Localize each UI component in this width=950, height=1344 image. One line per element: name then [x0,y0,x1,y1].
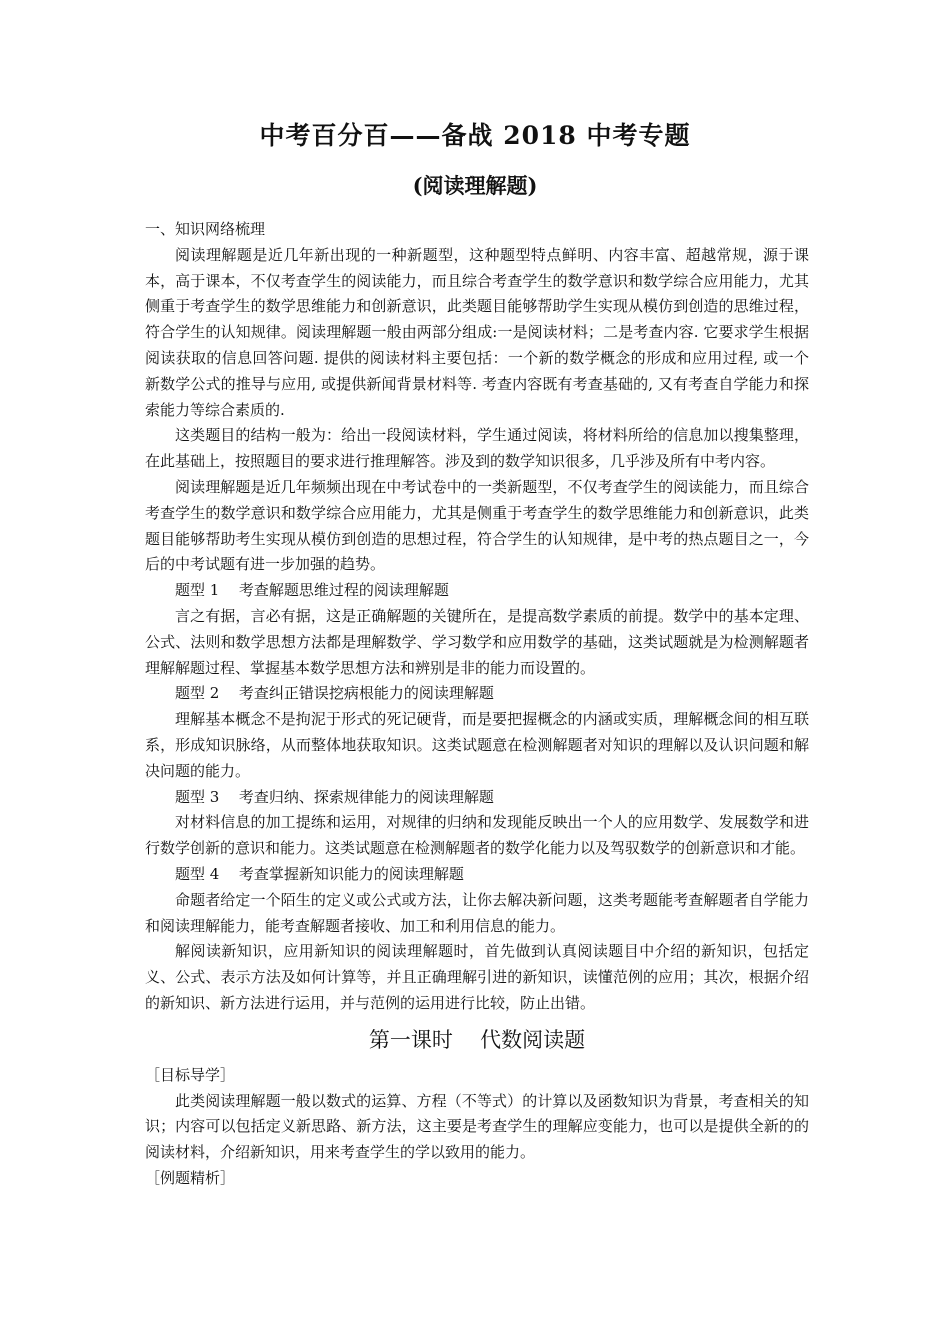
type-heading [145,862,809,888]
type-heading [145,578,809,604]
type-label: 题型 4 [175,864,220,883]
type-title: 考查掌握新知识能力的阅读理解题 [238,864,464,883]
type-title: 考查解题思维过程的阅读理解题 [238,581,449,600]
lesson-title [145,1023,809,1057]
paragraph: 阅读理解题是近几年新出现的一种新题型，这种题型特点鲜明、内容丰富、超越常规，源于课本，高于课本，不仅考查学生的阅读能力，而且综合考查学生的数学意识和数学综合应用能力，尤其侧重于考查学生的数学思维能力和创新意识，此类题目能够帮助学生实现从模仿到创造的思维过程，符合学生的认知规律。阅读理解题一般由两部分组成:一是阅读材料；二是考查内容. 它要求学生根据阅读获取的信息回答问题. 提供的阅读材料主要包括：一个新的数学概念的形成和应用过程, 或一个新数学公式的推导与应用, 或提供新闻背景材料等. 考查内容既有考查基础的, 又有考查自学能力和探索能力等综合素质的. [145,245,809,419]
document-title: 中考百分百——备战 2018 中考专题 [259,121,691,150]
type-heading [145,785,809,811]
document-body [145,217,809,1192]
type-title: 考查纠正错误挖病根能力的阅读理解题 [238,684,494,703]
type-text: 对材料信息的加工提练和运用，对规律的归纳和发现能反映出一个人的应用数学、发展数学和进行数学创新的意识和能力。这类试题意在检测解题者的数学化能力以及驾驭数学的创新意识和才能。 [145,813,809,858]
type-label: 题型 2 [175,684,220,703]
type-heading [145,681,809,707]
paragraph: 这类题目的结构一般为：给出一段阅读材料，学生通过阅读，将材料所给的信息加以搜集整理，在此基础上，按照题目的要求进行推理解答。涉及到的数学知识很多，几乎涉及所有中考内容。 [145,426,809,471]
paragraph: 阅读理解题是近几年频频出现在中考试卷中的一类新题型，不仅考查学生的阅读能力，而且综合考查学生的数学意识和数学综合应用能力，尤其是侧重于考查学生的数学思维能力和创新意识，此类题目能够帮助考生实现从模仿到创造的思想过程，符合学生的认知规律，是中考的热点题目之一，今后的中考试题有进一步加强的趋势。 [145,477,809,574]
closing-paragraph: 解阅读新知识，应用新知识的阅读理解题时，首先做到认真阅读题目中介绍的新知识，包括定义、公式、表示方法及如何计算等，并且正确理解引进的新知识，读懂范例的应用；其次，根据介绍的新知识、新方法进行运用，并与范例的运用进行比较，防止出错。 [145,942,809,1012]
goal-text: 此类阅读理解题一般以数式的运算、方程（不等式）的计算以及函数知识为背景，考查相关的知识；内容可以包括定义新思路、新方法，这主要是考查学生的理解应变能力，也可以是提供全新的的阅读材料，介绍新知识，用来考查学生的学以致用的能力。 [145,1091,809,1162]
goal-heading: ［目标导学］ [145,1065,236,1084]
document-subtitle: (阅读理解题) [412,173,538,198]
lesson-title-part: 代数阅读题 [480,1027,586,1052]
type-label: 题型 3 [175,787,220,806]
type-title: 考查归纳、探索规律能力的阅读理解题 [238,787,494,806]
section-heading: 一、知识网络梳理 [145,220,266,238]
type-label: 题型 1 [175,581,220,600]
type-text: 言之有据，言必有据，这是正确解题的关键所在，是提高数学素质的前提。数学中的基本定理、公式、法则和数学思想方法都是理解数学、学习数学和应用数学的基础，这类试题就是为检测解题者理解解题过程、掌握基本数学思想方法和辨别是非的能力而设置的。 [145,606,809,677]
type-text: 命题者给定一个陌生的定义或公式或方法，让你去解决新问题，这类考题能考查解题者自学能力和阅读理解能力，能考查解题者接收、加工和利用信息的能力。 [145,890,809,935]
example-heading: ［例题精析］ [145,1168,236,1187]
type-text: 理解基本概念不是拘泥于形式的死记硬背，而是要把握概念的内涵或实质，理解概念间的相互联系，形成知识脉络，从而整体地获取知识。这类试题意在检测解题者对知识的理解以及认识问题和解决问题的能力。 [145,710,809,780]
lesson-title-part: 第一课时 [368,1027,453,1052]
